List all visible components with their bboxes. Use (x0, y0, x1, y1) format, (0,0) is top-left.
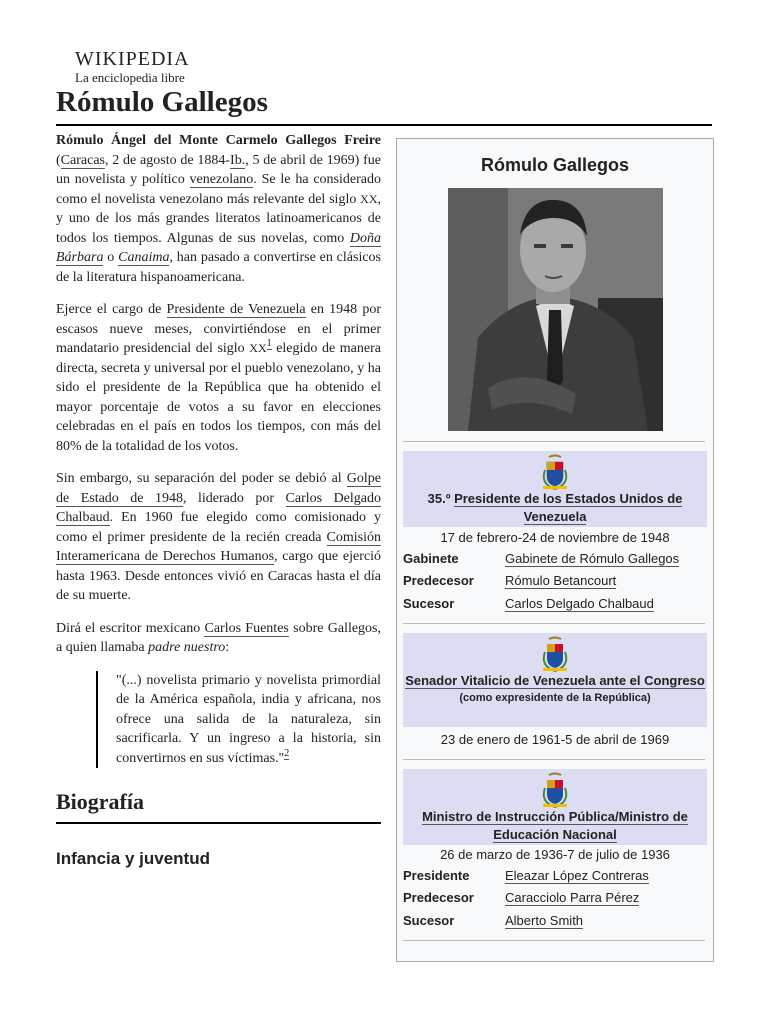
row-label: Sucesor (403, 596, 455, 611)
text: , 2 de agosto de 1884- (104, 152, 231, 168)
wikipedia-wordmark: WIKIPEDIA (75, 48, 190, 70)
fuentes-paragraph (56, 619, 381, 658)
coat-of-arms-venezuela-icon (539, 772, 571, 808)
row-label: Predecesor (403, 890, 474, 905)
row-link[interactable]: Carlos Delgado Chalbaud (505, 596, 654, 611)
row-link[interactable]: Rómulo Betancourt (505, 573, 617, 588)
subject-name: Rómulo Ángel del Monte Carmelo Gallegos Freire (56, 133, 381, 148)
infobox-separator (403, 759, 705, 760)
infobox-separator (403, 940, 705, 941)
office-title (403, 490, 707, 526)
page-title: Rómulo Gallegos (56, 86, 268, 118)
text: , y uno de los más grandes literatos latinoamericanos de todos los tiempos. Algunas de sus novelas, como (56, 191, 381, 246)
infobox-title: Rómulo Gallegos (480, 155, 630, 175)
office-dates: 26 de marzo de 1936-7 de julio de 1936 (440, 847, 670, 862)
text: , liderado por (183, 490, 286, 506)
blockquote (96, 671, 381, 769)
text: , cargo que ejerció hasta 1963. Desde entonces vivió en Caracas hasta el día de su muerte. (56, 549, 381, 603)
portrait-image (448, 188, 663, 431)
text: o (103, 250, 119, 265)
office-title (403, 808, 707, 844)
office-header-presidente (403, 451, 707, 527)
footnote-2[interactable]: 2 (284, 747, 290, 759)
text: ( (56, 152, 61, 168)
coat-of-arms-venezuela-icon (539, 636, 571, 672)
link-venezolano[interactable]: venezolano (189, 172, 254, 187)
text: . Se le ha considerado como el novelista venezolano más relevante del siglo (56, 172, 381, 207)
century-numeral: XX (360, 191, 378, 206)
row-link[interactable]: Alberto Smith (505, 913, 584, 928)
section-heading-biografia: Biografía (56, 788, 381, 824)
office-subtitle: (como expresidente de la República) (459, 692, 651, 704)
link-office-senador[interactable]: Senador Vitalicio de Venezuela ante el Congreso (405, 673, 705, 688)
text: , 5 de abril de 1969) fue un novelista y político (56, 152, 381, 187)
infobox-separator (403, 623, 705, 624)
portrait-photo[interactable] (448, 188, 663, 431)
link-office-presidente[interactable]: Presidente de los Estados Unidos de Venezuela (454, 491, 683, 524)
office-dates: 23 de enero de 1961-5 de abril de 1969 (440, 732, 670, 747)
wikipedia-logo[interactable] (75, 48, 190, 85)
link-cidh[interactable]: Comisión Interamericana de Derechos Humanos (56, 529, 381, 564)
link-golpe-1948[interactable]: Golpe de Estado de 1948 (56, 471, 381, 506)
row-label: Presidente (403, 868, 470, 883)
presidency-paragraph (56, 300, 381, 456)
text: elegido de manera directa, secreta y universal por el pueblo venezolano, y ha sido el presidente de la República que ha obtenido el mayor porcentaje de votos a su favor en elecciones celebradas en el país en todos los tiempos, con más del 80% de la totalidad de los votos. (56, 341, 381, 454)
office-dates: 17 de febrero-24 de noviembre de 1948 (440, 530, 670, 545)
footnote-1[interactable]: 1 (266, 338, 272, 350)
text: en 1948 por escasos nueve meses, convirtiéndose en el primer mandatario presidencial del siglo (56, 302, 381, 356)
text: , han pasado a convertirse en clásicos de la literatura hispanoamericana. (56, 250, 382, 285)
intro-paragraph (56, 131, 381, 287)
link-caracas[interactable]: Caracas (60, 152, 105, 168)
emphasis: padre nuestro (148, 640, 226, 655)
text: Ejerce el cargo de (56, 302, 167, 317)
article-body (56, 131, 381, 870)
office-title (403, 672, 707, 690)
text: : (225, 640, 230, 655)
link-presidente-venezuela[interactable]: Presidente de Venezuela (166, 302, 306, 317)
link-office-ministro[interactable]: Ministro de Instrucción Pública/Ministro de Educación Nacional (422, 809, 688, 842)
link-dona-barbara[interactable]: Doña Bárbara (56, 230, 381, 265)
row-label: Predecesor (403, 573, 474, 588)
office-ordinal: 35.º (427, 491, 455, 506)
link-carlos-delgado-chalbaud[interactable]: Carlos Delgado Chalbaud (56, 490, 382, 525)
row-link[interactable]: Eleazar López Contreras (505, 868, 649, 883)
link-canaima[interactable]: Canaima (118, 250, 170, 265)
row-link[interactable]: Gabinete de Rómulo Gallegos (505, 551, 680, 566)
row-label: Gabinete (403, 551, 459, 566)
quote-text: "(...) novelista primario y novelista primordial de la América española, india y africana, nos ofrece una salida de la naturaleza, sin sacrificarla. Y un ingreso a la historia, sin convertirnos en sus víctimas." (116, 672, 381, 766)
subsection-heading-infancia: Infancia y juventud (56, 849, 210, 868)
link-carlos-fuentes[interactable]: Carlos Fuentes (204, 620, 289, 636)
infobox-separator (403, 441, 705, 442)
row-link[interactable]: Caracciolo Parra Pérez (505, 890, 640, 905)
text: Dirá el escritor mexicano (56, 620, 205, 636)
text: . En 1960 fue elegido como comisionado y como el primer presidente de la recién creada (56, 510, 381, 545)
office-header-senador (403, 633, 707, 727)
century-numeral: XX (249, 341, 267, 355)
wikipedia-tagline: La enciclopedia libre (75, 70, 185, 85)
separation-paragraph (56, 469, 381, 606)
title-divider (56, 124, 712, 126)
row-label: Sucesor (403, 913, 455, 928)
infobox (396, 138, 714, 962)
text: Sin embargo, su separación del poder se debió al (56, 471, 347, 486)
link-ib[interactable]: Ib. (230, 152, 246, 168)
coat-of-arms-venezuela-icon (539, 454, 571, 490)
office-header-ministro (403, 769, 707, 845)
text: sobre Gallegos, a quien llamaba (56, 620, 382, 655)
